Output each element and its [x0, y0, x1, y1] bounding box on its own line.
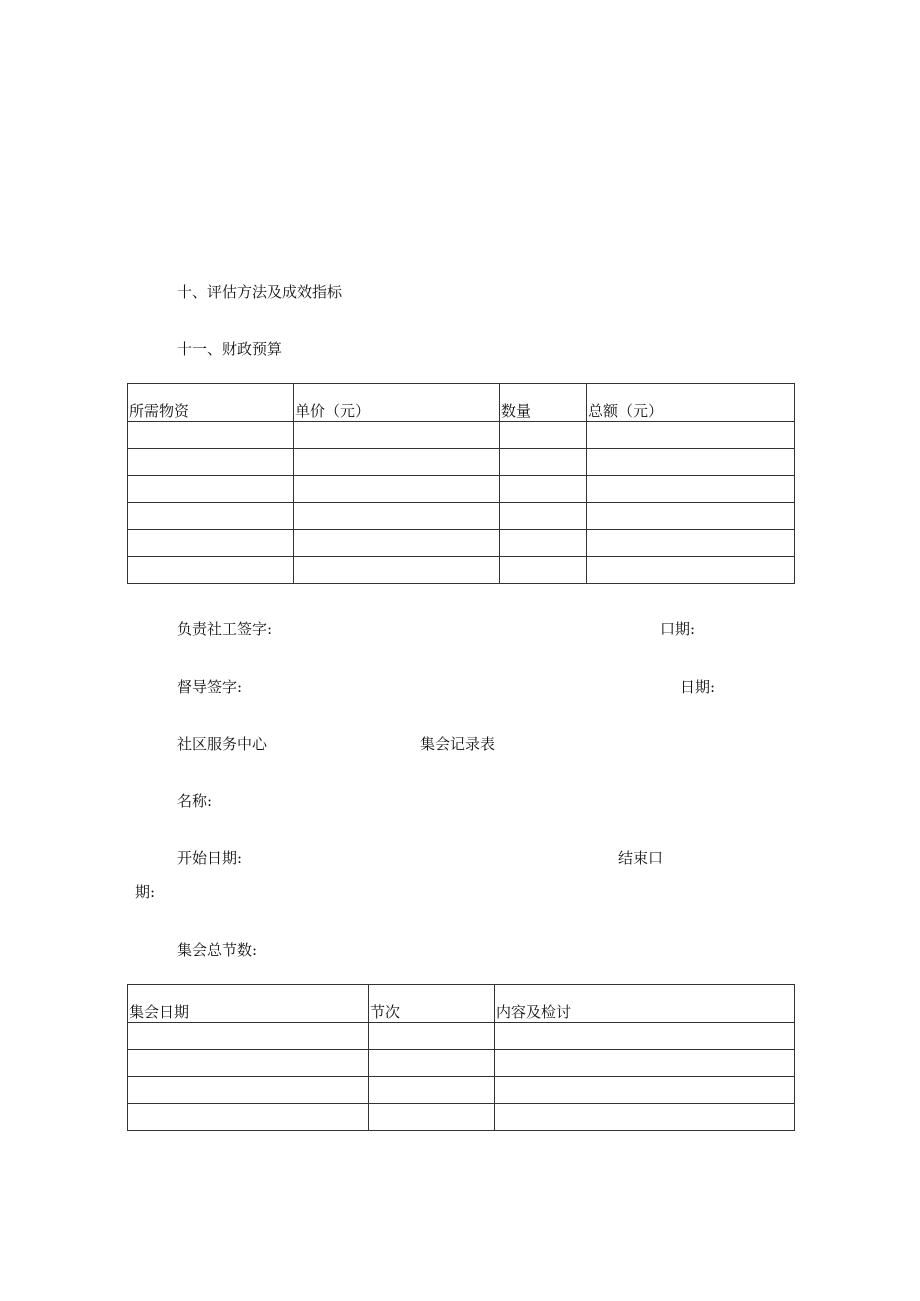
start-date-label: 开始日期: — [177, 849, 243, 867]
table-cell[interactable] — [369, 1104, 495, 1131]
table-row — [128, 422, 795, 449]
table-cell[interactable] — [128, 476, 294, 503]
table-row — [128, 557, 795, 584]
supervisor-date-label: 日期: — [680, 678, 716, 696]
budget-header-total: 总额（元） — [587, 384, 795, 422]
table-cell[interactable] — [128, 1023, 369, 1050]
name-label: 名称: — [177, 792, 213, 810]
table-cell[interactable] — [294, 422, 500, 449]
table-row — [128, 449, 795, 476]
table-row — [128, 476, 795, 503]
budget-header-unit-price: 单价（元） — [294, 384, 500, 422]
table-cell[interactable] — [587, 422, 795, 449]
table-cell[interactable] — [500, 503, 587, 530]
end-date-label: 结束口 — [618, 849, 664, 867]
supervisor-signature-label: 督导签字: — [177, 678, 243, 696]
table-cell[interactable] — [369, 1023, 495, 1050]
table-cell[interactable] — [128, 1050, 369, 1077]
table-cell[interactable] — [587, 530, 795, 557]
table-row — [128, 1050, 795, 1077]
table-cell[interactable] — [587, 476, 795, 503]
end-date-label-continued: 期: — [135, 883, 156, 901]
table-cell[interactable] — [128, 557, 294, 584]
table-cell[interactable] — [294, 530, 500, 557]
center-label: 社区服务中心 — [177, 735, 268, 753]
evaluation-heading: 十、评估方法及成效指标 — [177, 283, 343, 301]
table-row — [128, 1023, 795, 1050]
form-title: 集会记录表 — [420, 735, 496, 753]
session-table — [127, 984, 795, 1131]
table-cell[interactable] — [128, 530, 294, 557]
table-cell[interactable] — [587, 503, 795, 530]
table-cell[interactable] — [369, 1050, 495, 1077]
budget-table — [127, 383, 795, 584]
table-cell[interactable] — [294, 476, 500, 503]
session-header-number: 节次 — [369, 985, 495, 1023]
table-cell[interactable] — [500, 530, 587, 557]
table-cell[interactable] — [294, 449, 500, 476]
table-cell[interactable] — [587, 557, 795, 584]
table-cell[interactable] — [495, 1104, 795, 1131]
table-cell[interactable] — [587, 449, 795, 476]
table-cell[interactable] — [128, 503, 294, 530]
table-cell[interactable] — [500, 422, 587, 449]
table-cell[interactable] — [128, 1104, 369, 1131]
budget-table-header-row — [128, 384, 795, 422]
table-cell[interactable] — [495, 1050, 795, 1077]
table-cell[interactable] — [495, 1023, 795, 1050]
table-cell[interactable] — [128, 422, 294, 449]
table-cell[interactable] — [495, 1077, 795, 1104]
table-row — [128, 1077, 795, 1104]
session-header-content: 内容及检讨 — [495, 985, 795, 1023]
budget-heading: 十一、财政预算 — [177, 340, 283, 358]
table-cell[interactable] — [128, 449, 294, 476]
table-row — [128, 530, 795, 557]
table-cell[interactable] — [500, 557, 587, 584]
session-table-header-row — [128, 985, 795, 1023]
table-cell[interactable] — [369, 1077, 495, 1104]
table-cell[interactable] — [128, 1077, 369, 1104]
table-cell[interactable] — [294, 557, 500, 584]
budget-header-item: 所需物资 — [128, 384, 294, 422]
session-header-date: 集会日期 — [128, 985, 369, 1023]
table-row — [128, 503, 795, 530]
table-cell[interactable] — [294, 503, 500, 530]
social-worker-date-label: 口期: — [660, 620, 696, 638]
table-row — [128, 1104, 795, 1131]
table-cell[interactable] — [500, 476, 587, 503]
budget-header-quantity: 数量 — [500, 384, 587, 422]
total-sessions-label: 集会总节数: — [177, 941, 258, 959]
social-worker-signature-label: 负责社工签字: — [177, 620, 273, 638]
table-cell[interactable] — [500, 449, 587, 476]
